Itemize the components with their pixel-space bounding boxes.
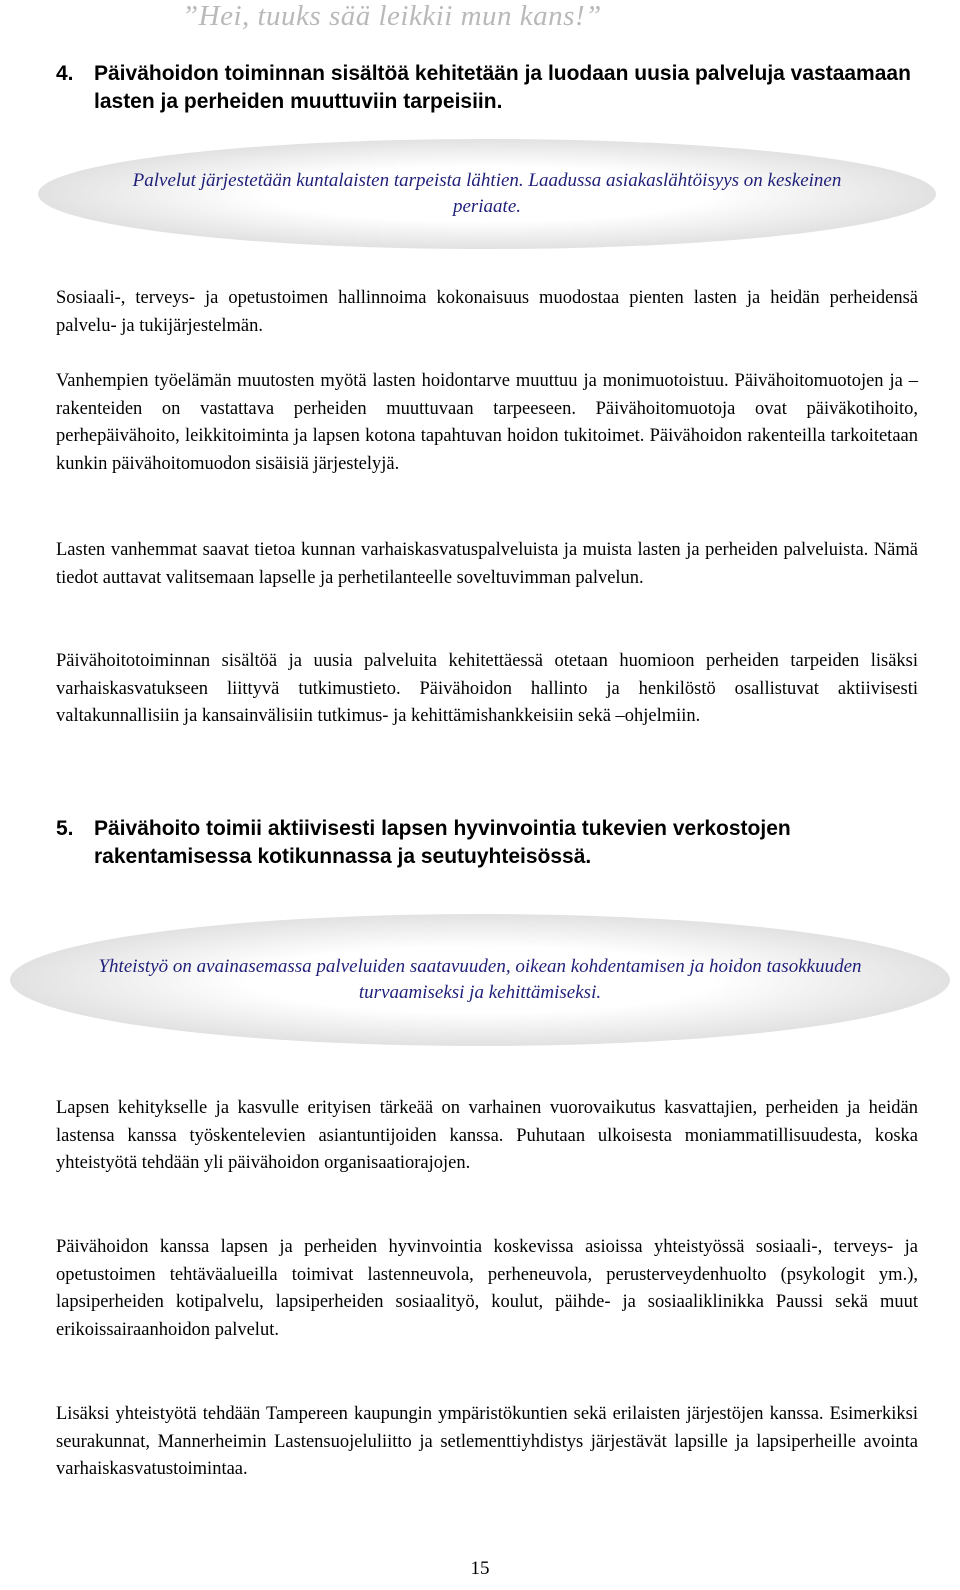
section-5-number: 5.	[56, 817, 74, 840]
section-4-heading	[56, 60, 926, 116]
section-4-heading-text: Päivähoidon toiminnan sisältöä kehitetään ja luodaan uusia palveluja vastaamaan lasten ja perheiden muuttuviin tarpeisiin.	[94, 62, 911, 113]
section-4-paragraph-1: Sosiaali-, terveys- ja opetustoimen hallinnoima kokonaisuus muodostaa pienten lasten ja heidän perheidensä palvelu- ja tukijärjestelmän.	[56, 288, 918, 336]
section-5-paragraph-3: Lisäksi yhteistyötä tehdään Tampereen kaupungin ympäristökuntien sekä erilaisten järjestöjen kanssa. Esimerkiksi seurakunnat, Mannerheimin Lastensuojeluliitto ja setlementtiyhdistys järjestävät lapsille ja lapsiperheille avointa varhaiskasvatustoimintaa.	[56, 1404, 918, 1479]
page-number: 15	[470, 1558, 490, 1579]
section-4-highlight-text: Palvelut järjestetään kuntalaisten tarpeista lähtien. Laadussa asiakaslähtöisyys on keskeinen periaate.	[132, 170, 842, 217]
section-4-number: 4.	[56, 62, 74, 85]
section-5-highlight-ellipse	[10, 914, 950, 1046]
section-4-paragraph-2: Vanhempien työelämän muutosten myötä lasten hoidontarve muuttuu ja monimuotoistuu. Päivähoitomuotojen ja –rakenteiden on vastattava perheiden muuttuvaan tarpeeseen. Päivähoitomuotoja ovat päiväkotihoito, perhepäivähoito, leikkitoiminta ja lapsen kotona tapahtuvan hoidon tukitoimet. Päivähoidon rakenteilla tarkoitetaan kunkin päivähoitomuodon sisäisiä järjestelyjä.	[56, 371, 918, 474]
document-header-title: ”Hei, tuuks sää leikkii mun kans!”	[182, 0, 602, 32]
section-5-heading-text: Päivähoito toimii aktiivisesti lapsen hyvinvointia tukevien verkostojen rakentamisessa kotikunnassa ja seutuyhteisössä.	[94, 817, 791, 868]
section-5-paragraph-2: Päivähoidon kanssa lapsen ja perheiden hyvinvointia koskevissa asioissa yhteistyössä sosiaali-, terveys- ja opetustoimen tehtäväalueilla toimivat lastenneuvola, perheneuvola, perusterveydenhuolto (psykologit ym.), lapsiperheiden kotipalvelu, lapsiperheiden sosiaalityö, koulut, päihde- ja sosiaaliklinikka Paussi sekä muut erikoissairaanhoidon palvelut.	[56, 1237, 918, 1340]
section-5-paragraph-1: Lapsen kehitykselle ja kasvulle erityisen tärkeää on varhainen vuorovaikutus kasvattajien, perheiden ja heidän lastensa kanssa työskentelevien asiantuntijoiden kanssa. Puhutaan ulkoisesta moniammatillisuudesta, koska yhteistyötä tehdään yli päivähoidon organisaatiorajojen.	[56, 1098, 918, 1173]
section-4-paragraph-4: Päivähoitotoiminnan sisältöä ja uusia palveluita kehitettäessä otetaan huomioon perheiden tarpeiden lisäksi varhaiskasvatukseen liittyvä tutkimustieto. Päivähoidon hallinto ja henkilöstö osallistuvat aktiivisesti valtakunnallisiin ja kansainvälisiin tutkimus- ja kehittämishankkeisiin sekä –ohjelmiin.	[56, 651, 918, 726]
section-4-paragraph-3: Lasten vanhemmat saavat tietoa kunnan varhaiskasvatuspalveluista ja muista lasten ja perheiden palveluista. Nämä tiedot auttavat valitsemaan lapselle ja perhetilanteelle soveltuvimman palvelun.	[56, 540, 918, 588]
section-5-highlight-text: Yhteistyö on avainasemassa palveluiden saatavuuden, oikean kohdentamisen ja hoidon tasokkuuden turvaamiseksi ja kehittämiseksi.	[98, 956, 862, 1003]
section-4-highlight-ellipse	[38, 139, 936, 249]
section-5-heading	[56, 815, 926, 871]
